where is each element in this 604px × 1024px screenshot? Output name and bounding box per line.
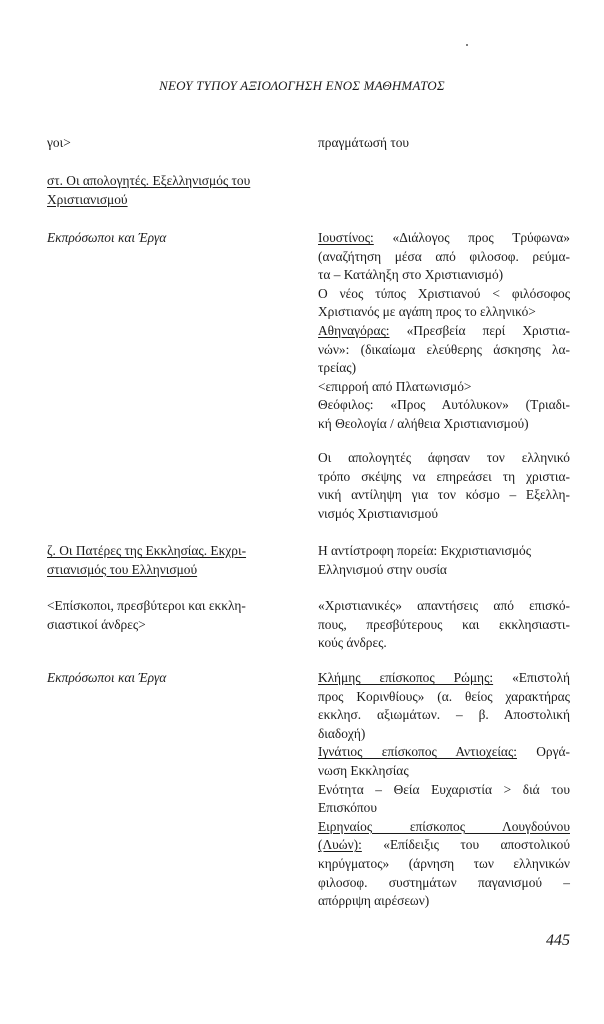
right-fragment: πραγμάτωσή του xyxy=(318,135,410,150)
father-line: νωση Εκκλησίας xyxy=(318,762,409,778)
apologists-list xyxy=(318,229,570,434)
summary-line: τρόπο σκέψης να επηρεάσει τη χριστια- xyxy=(318,468,570,484)
bishops-note-line2: σιαστικοί άνδρες> xyxy=(47,616,146,632)
apologist-line: τα – Κατάληξη στο Χριστιανισμό) xyxy=(318,267,504,283)
author-name: Ιγνάτιος επίσκοπος Αντιοχείας: xyxy=(318,744,517,760)
apologist-line: <επιρροή από Πλατωνισμό> xyxy=(318,378,472,394)
line-text: «Επίδειξις του αποστολικού xyxy=(361,837,570,853)
father-line xyxy=(318,836,570,855)
author-name: (Λυών): xyxy=(318,837,362,853)
speck-mark xyxy=(466,44,468,46)
apologists-summary xyxy=(318,449,570,523)
father-line xyxy=(318,818,570,837)
bishops-note xyxy=(47,597,297,634)
bishops-note-line1: <Επίσκοποι, πρεσβύτεροι και εκκλη- xyxy=(47,598,246,613)
father-line: Ενότητα – Θεία Ευχαριστία > διά του xyxy=(318,781,570,797)
father-line: διαδοχή) xyxy=(318,725,366,741)
page-number: 445 xyxy=(546,932,570,949)
christian-answers-note xyxy=(318,597,570,653)
father-line xyxy=(318,743,570,762)
section-st-line1: στ. Οι απολογητές. Εξελληνισμός του xyxy=(47,173,251,188)
reverse-course-note xyxy=(318,542,570,579)
answers-line: κούς άνδρες. xyxy=(318,635,387,651)
father-line xyxy=(318,669,570,688)
left-fragment: γοι> xyxy=(47,135,71,150)
representatives-label-2: Εκπρόσωποι και Έργα xyxy=(47,670,167,685)
apologist-line xyxy=(318,229,570,248)
summary-line: νισμός Χριστιανισμού xyxy=(318,505,438,521)
apologist-line: (αναζήτηση μέσα από φιλοσοφ. ρεύμα- xyxy=(318,248,570,264)
apologist-line: νών»: (δικαίωμα ελεύθερης άσκησης λα- xyxy=(318,341,570,357)
author-name: Κλήμης επίσκοπος Ρώμης: xyxy=(318,670,494,685)
section-z-line1: ζ. Οι Πατέρες της Εκκλησίας. Εκχρι- xyxy=(47,543,247,558)
author-name: Αθηναγόρας: xyxy=(318,322,390,338)
section-st-heading xyxy=(47,172,297,209)
apologist-line: Χριστιανός με αγάπη προς το ελληνικό> xyxy=(318,304,536,320)
representatives-label-1: Εκπρόσωποι και Έργα xyxy=(47,230,167,245)
apologist-line: τρείας) xyxy=(318,360,357,376)
section-z-heading xyxy=(47,542,297,579)
father-line: εκκλησ. αξιωμάτων. – β. Αποστολική xyxy=(318,707,570,723)
father-line: απόρριψη αιρέσεων) xyxy=(318,893,430,909)
father-line: κηρύγματος» (άρνηση των ελληνικών xyxy=(318,855,570,871)
reverse-line: Η αντίστροφη πορεία: Εκχριστιανισμός xyxy=(318,543,532,558)
reverse-line: Ελληνισμού στην ουσία xyxy=(318,561,447,577)
father-line: φιλοσοφ. συστημάτων παγανισμού – xyxy=(318,874,570,890)
apologist-line: Θεόφιλος: «Προς Αυτόλυκον» (Τριαδι- xyxy=(318,397,570,413)
answers-line: πους, πρεσβύτερους και εκκλησιαστι- xyxy=(318,616,570,632)
section-z-line2: στιανισμός του Ελληνισμού xyxy=(47,561,198,577)
line-text: «Επιστολή xyxy=(493,670,570,685)
fathers-list xyxy=(318,669,570,911)
author-name: Ιουστίνος: xyxy=(318,230,374,245)
author-name: Ειρηναίος επίσκοπος Λουγδούνου xyxy=(318,818,570,834)
section-st-line2: Χριστιανισμού xyxy=(47,191,128,207)
running-header: ΝΕΟΥ ΤΥΠΟΥ ΑΞΙΟΛΟΓΗΣΗ ΕΝΟΣ ΜΑΘΗΜΑΤΟΣ xyxy=(159,78,445,93)
father-line: Επισκόπου xyxy=(318,800,377,816)
line-text: «Πρεσβεία περί Χριστια- xyxy=(389,322,570,338)
apologist-line: κή Θεολογία / αλήθεια Χριστιανισμού) xyxy=(318,415,529,431)
apologist-line xyxy=(318,322,570,341)
apologist-line: Ο νέος τύπος Χριστιανού < φιλόσοφος xyxy=(318,285,570,301)
summary-line: νική αντίληψη για τον κόσμο – Εξελλη- xyxy=(318,487,570,503)
summary-line: Οι απολογητές άφησαν τον ελληνικό xyxy=(318,450,570,465)
father-line: προς Κορινθίους» (α. θείος χαρακτήρας xyxy=(318,688,570,704)
line-text: «Διάλογος προς Τρύφωνα» xyxy=(373,230,570,245)
answers-line: «Χριστιανικές» απαντήσεις από επισκό- xyxy=(318,598,570,613)
line-text: Οργά- xyxy=(516,744,570,760)
